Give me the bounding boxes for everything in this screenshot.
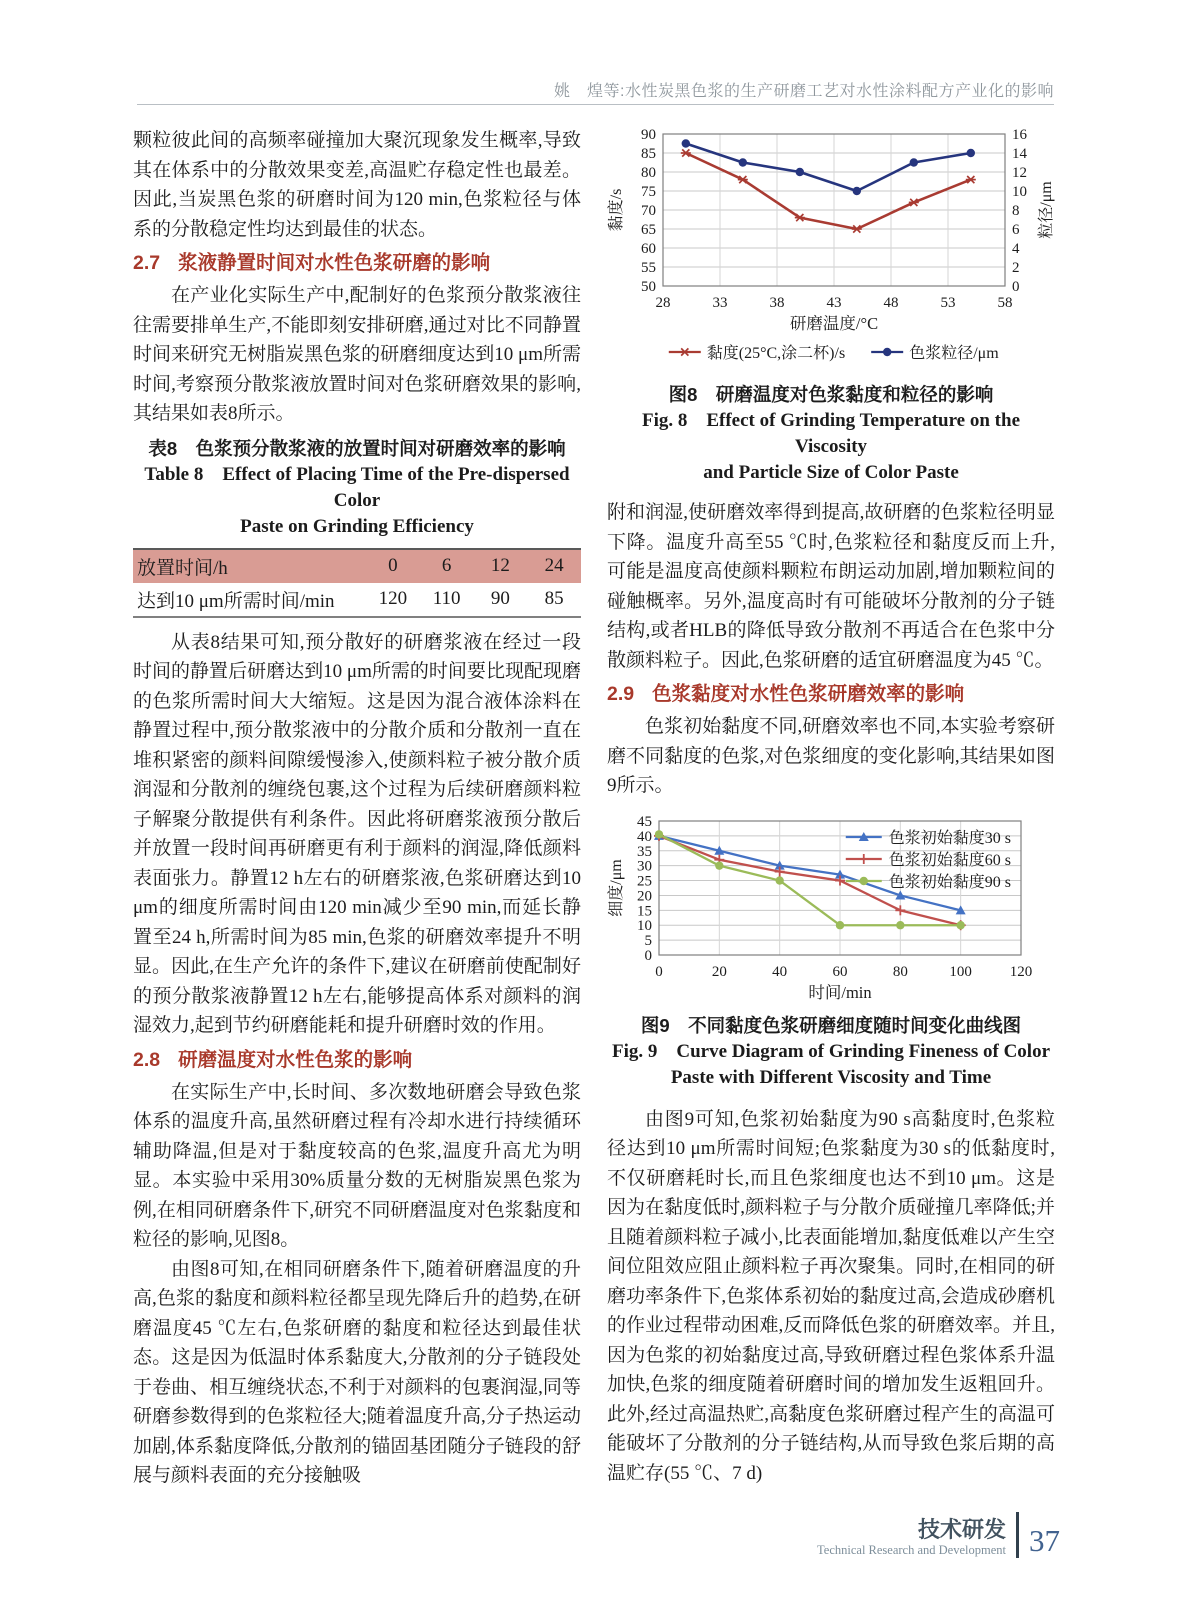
page-footer bbox=[817, 1512, 1060, 1558]
svg-text:28: 28 bbox=[655, 295, 671, 311]
svg-text:53: 53 bbox=[940, 295, 956, 311]
svg-text:10: 10 bbox=[1012, 184, 1027, 200]
svg-text:58: 58 bbox=[997, 295, 1013, 311]
svg-text:粒径/μm: 粒径/μm bbox=[1038, 181, 1055, 239]
svg-text:40: 40 bbox=[637, 828, 652, 845]
svg-text:5: 5 bbox=[644, 932, 652, 949]
table-cell: 120 bbox=[378, 588, 408, 609]
svg-text:25: 25 bbox=[637, 873, 652, 890]
svg-text:45: 45 bbox=[637, 813, 652, 830]
svg-text:色浆初始黏度90 s: 色浆初始黏度90 s bbox=[888, 873, 1011, 891]
svg-text:0: 0 bbox=[644, 947, 652, 964]
svg-text:43: 43 bbox=[826, 295, 842, 311]
svg-text:120: 120 bbox=[1009, 963, 1033, 980]
table-cell: 12 bbox=[473, 549, 527, 583]
figure8 bbox=[607, 126, 1055, 486]
svg-text:35: 35 bbox=[637, 843, 652, 860]
footer-section-label-en: Technical Research and Development bbox=[817, 1543, 1006, 1557]
table8-caption-en-line2: Paste on Grinding Efficiency bbox=[240, 515, 474, 537]
svg-text:33: 33 bbox=[712, 295, 728, 311]
table-cell: 90 bbox=[490, 588, 510, 609]
svg-text:40: 40 bbox=[772, 963, 788, 980]
section-heading-2-7 bbox=[133, 249, 581, 277]
table-cell: 0 bbox=[366, 549, 420, 583]
svg-text:100: 100 bbox=[949, 963, 972, 980]
svg-text:20: 20 bbox=[637, 887, 652, 904]
section-number: 2.7 bbox=[133, 252, 161, 274]
section-number: 2.9 bbox=[607, 683, 635, 705]
paragraph: 由图9可知,色浆初始黏度为90 s高黏度时,色浆粒径达到10 μm所需时间短;色浆黏度为30 s的低黏度时,不仅研磨耗时长,而且色浆细度也达不到10 μm。这是因为在黏度低时,颜料粒子与分散介质碰撞几率降低;并且随着颜料粒子减小,比表面能增加,黏度低难以产生空间位阻效应阻止颜料粒子再次聚集。同时,在相同的研磨功率条件下,色浆体系初始的黏度过高,会造成砂磨机的作业过程带动困难,反而降低色浆的研磨效率。并且,因为色浆的初始黏度过高,导致研磨过程色浆体系升温加快,色浆的细度随着研磨时间的增加发生返粗回升。此外,经过高温热贮,高黏度色浆研磨过程产生的高温可能破坏了分散剂的分子链结构,从而导致色浆后期的高温贮存(55 ℃、7 d) bbox=[607, 1108, 1055, 1484]
table8-caption-en-line1: Table 8 Effect of Placing Time of the Pre-dispersed Color bbox=[144, 463, 570, 511]
svg-text:80: 80 bbox=[892, 963, 908, 980]
svg-text:0: 0 bbox=[1012, 279, 1020, 295]
svg-text:10: 10 bbox=[637, 917, 652, 934]
running-header: 姚 煌等:水性炭黑色浆的生产研磨工艺对水性涂料配方产业化的影响 bbox=[554, 83, 1054, 100]
svg-text:65: 65 bbox=[641, 222, 656, 238]
svg-text:4: 4 bbox=[1012, 241, 1020, 257]
figure9-caption-en-line2: Paste with Different Viscosity and Time bbox=[670, 1066, 992, 1088]
paragraph: 在实际生产中,长时间、多次数地研磨会导致色浆体系的温度升高,虽然研磨过程有冷却水进行持续循环辅助降温,但是对于黏度较高的色浆,温度升高尤为明显。本实验中采用30%质量分数的无树脂炭黑色浆为例,在相同研磨条件下,研究不同研磨温度对色浆黏度和粒径的影响,见图8。 bbox=[133, 1081, 581, 1250]
svg-text:50: 50 bbox=[641, 279, 656, 295]
table-cell: 6 bbox=[420, 549, 474, 583]
svg-text:75: 75 bbox=[641, 184, 656, 200]
footer-divider-bar bbox=[1016, 1512, 1019, 1558]
figure8-caption-en-line1: Fig. 8 Effect of Grinding Temperature on the Viscosity bbox=[641, 410, 1021, 457]
svg-text:研磨温度/°C: 研磨温度/°C bbox=[789, 314, 879, 333]
svg-text:8: 8 bbox=[1012, 203, 1020, 219]
svg-text:12: 12 bbox=[1012, 165, 1027, 181]
table8 bbox=[133, 548, 581, 618]
svg-text:时间/min: 时间/min bbox=[808, 982, 872, 1001]
svg-text:55: 55 bbox=[641, 260, 656, 276]
svg-text:细度/μm: 细度/μm bbox=[608, 858, 625, 917]
figure8-caption-en-line2: and Particle Size of Color Paste bbox=[703, 462, 959, 483]
svg-text:6: 6 bbox=[1012, 222, 1020, 238]
svg-text:20: 20 bbox=[711, 963, 727, 980]
paragraph: 在产业化实际生产中,配制好的色浆预分散浆液往往需要排单生产,不能即刻安排研磨,通过对比不同静置时间来研究无树脂炭黑色浆的研磨细度达到10 μm所需时间,考察预分散浆液放置时间对色浆研磨效果的影响,其结果如表8所示。 bbox=[133, 285, 581, 424]
svg-text:色浆初始黏度60 s: 色浆初始黏度60 s bbox=[888, 851, 1011, 869]
table-row bbox=[133, 583, 581, 617]
section-title: 浆液静置时间对水性色浆研磨的影响 bbox=[178, 252, 491, 274]
svg-text:15: 15 bbox=[637, 902, 652, 919]
table-cell: 24 bbox=[527, 549, 581, 583]
svg-text:60: 60 bbox=[641, 241, 656, 257]
two-column-body bbox=[133, 126, 1055, 1491]
table-row bbox=[133, 549, 581, 583]
section-title: 色浆黏度对水性色浆研磨效率的影响 bbox=[652, 683, 965, 705]
svg-text:色浆粒径/μm: 色浆粒径/μm bbox=[909, 345, 999, 362]
figure8-caption-cn: 图8 研磨温度对色浆黏度和粒径的影响 bbox=[668, 384, 994, 405]
svg-text:黏度/s: 黏度/s bbox=[608, 188, 625, 232]
svg-text:黏度(25°C,涂二杯)/s: 黏度(25°C,涂二杯)/s bbox=[706, 345, 846, 362]
svg-text:0: 0 bbox=[655, 963, 663, 980]
figure9-caption-en-line1: Fig. 9 Curve Diagram of Grinding Fineness of Color bbox=[611, 1040, 1051, 1062]
table-cell: 85 bbox=[544, 588, 564, 609]
svg-text:色浆初始黏度30 s: 色浆初始黏度30 s bbox=[888, 829, 1011, 847]
table-cell: 达到10 μm所需时间/min bbox=[137, 590, 335, 612]
svg-text:48: 48 bbox=[883, 295, 899, 311]
svg-text:60: 60 bbox=[832, 963, 848, 980]
svg-text:16: 16 bbox=[1012, 127, 1027, 143]
paragraph: 由图8可知,在相同研磨条件下,随着研磨温度的升高,色浆的黏度和颜料粒径都呈现先降后升的趋势,在研磨温度45 ℃左右,色浆研磨的黏度和粒径达到最佳状态。这是因为低温时体系黏度大,分散剂的分子链段处于卷曲、相互缠绕状态,不利于对颜料的包裹润湿,同等研磨参数得到的色浆粒径大;随着温度升高,分子热运动加剧,体系黏度降低,分散剂的锚固基团随分子链段的舒展与颜料表面的充分接触吸 bbox=[133, 1258, 581, 1486]
table-cell: 放置时间/h bbox=[133, 549, 366, 583]
paragraph: 从表8结果可知,预分散好的研磨浆液在经过一段时间的静置后研磨达到10 μm所需的时间要比现配现磨的色浆所需时间大大缩短。这是因为混合液体涂料在静置过程中,预分散浆液中的分散介质和分散剂一直在堆积紧密的颜料间隙缓慢渗入,使颜料粒子被分散介质润湿和分散剂的缠绕包裹,这个过程为后续研磨颜料粒子解聚分散提供有利条件。因此将研磨浆液预分散后并放置一段时间再研磨更有利于颜料的润湿,降低颜料表面张力。静置12 h左右的研磨浆液,色浆研磨达到10 μm的细度所需时间由120 min减少至90 min,而延长静置至24 h,所需时间为85 min,色浆的研磨效率提升不明显。因此,在生产允许的条件下,建议在研磨前使配制好的预分散浆液静置12 h左右,能够提高体系对颜料的润湿效力,起到节约研磨能耗和提升研磨时效的作用。 bbox=[133, 631, 581, 1036]
svg-text:85: 85 bbox=[641, 146, 656, 162]
figure9-caption-cn: 图9 不同黏度色浆研磨细度随时间变化曲线图 bbox=[640, 1014, 1022, 1036]
paragraph: 色浆初始黏度不同,研磨效率也不同,本实验考察研磨不同黏度的色浆,对色浆细度的变化影响,其结果如图9所示。 bbox=[607, 716, 1055, 796]
paragraph: 附和润湿,使研磨效率得到提高,故研磨的色浆粒径明显下降。温度升高至55 ℃时,色浆粒径和黏度反而上升,可能是温度高使颜料颗粒布朗运动加剧,增加颗粒间的碰触概率。另外,温度高时有可能破坏分散剂的分子链结构,或者HLB的降低导致分散剂不再适合在色浆中分散颜料粒子。因此,色浆研磨的适宜研磨温度为45 ℃。 bbox=[607, 502, 1055, 671]
svg-text:2: 2 bbox=[1012, 260, 1020, 276]
left-column bbox=[133, 126, 581, 1491]
section-number: 2.8 bbox=[133, 1048, 161, 1071]
page-number: 37 bbox=[1029, 1523, 1060, 1558]
figure8-line-chart bbox=[607, 126, 1061, 370]
footer-section-label-cn: 技术研发 bbox=[917, 1517, 1006, 1542]
figure9 bbox=[607, 811, 1055, 1091]
svg-text:30: 30 bbox=[637, 858, 652, 875]
header-rule bbox=[137, 104, 1054, 105]
table-cell: 110 bbox=[432, 588, 461, 609]
figure9-line-chart bbox=[607, 811, 1061, 1001]
section-heading-2-9 bbox=[607, 680, 1055, 708]
svg-text:90: 90 bbox=[641, 127, 656, 143]
svg-text:70: 70 bbox=[641, 203, 656, 219]
right-column bbox=[607, 126, 1055, 1491]
svg-text:80: 80 bbox=[641, 165, 656, 181]
section-title: 研磨温度对水性色浆的影响 bbox=[178, 1048, 413, 1071]
svg-text:14: 14 bbox=[1012, 146, 1027, 162]
svg-text:38: 38 bbox=[769, 295, 785, 311]
section-heading-2-8 bbox=[133, 1046, 581, 1074]
table8-caption-cn: 表8 色浆预分散浆液的放置时间对研磨效率的影响 bbox=[148, 437, 566, 459]
paragraph: 颗粒彼此间的高频率碰撞加大聚沉现象发生概率,导致其在体系中的分散效果变差,高温贮存稳定性也最差。因此,当炭黑色浆的研磨时间为120 min,色浆粒径与体系的分散稳定性均达到最佳的状态。 bbox=[133, 130, 581, 240]
